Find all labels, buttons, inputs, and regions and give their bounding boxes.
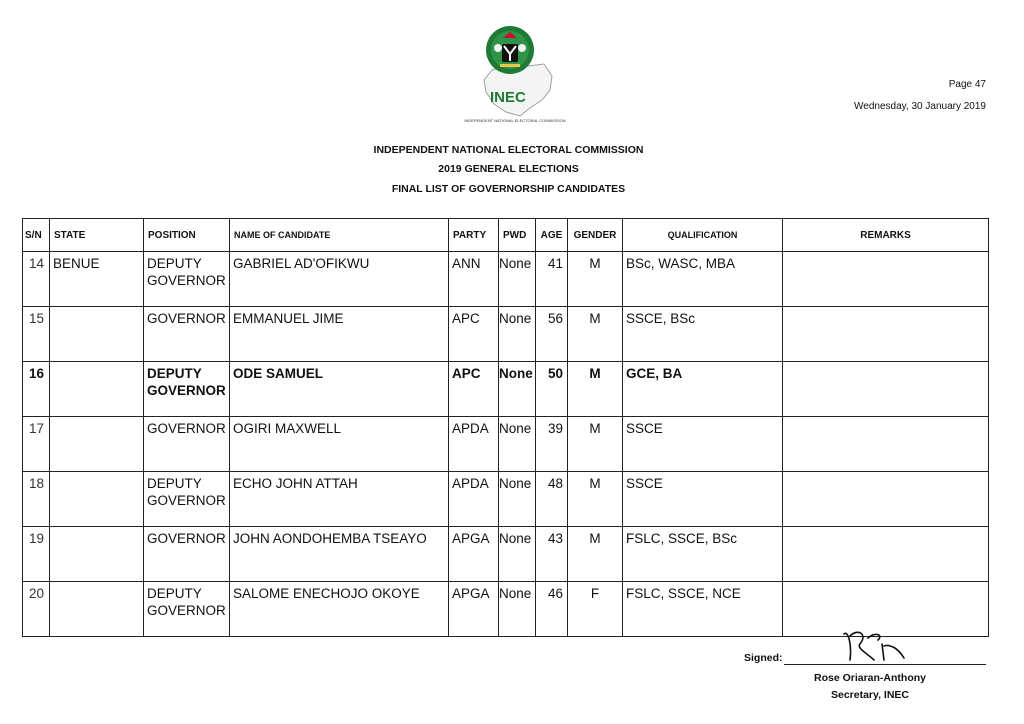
cell-state — [50, 417, 144, 472]
cell-age: 46 — [536, 582, 568, 637]
cell-position: DEPUTY GOVERNOR — [144, 472, 230, 527]
header-qualification: QUALIFICATION — [623, 219, 783, 252]
signature-block — [744, 622, 1004, 722]
header-position: POSITION — [144, 219, 230, 252]
header-age: AGE — [536, 219, 568, 252]
logo-text: INEC — [490, 89, 526, 106]
cell-pwd: None — [499, 252, 536, 307]
cell-sn: 16 — [23, 362, 50, 417]
cell-name: GABRIEL AD'OFIKWU — [230, 252, 449, 307]
cell-age: 50 — [536, 362, 568, 417]
cell-qualification: SSCE, BSc — [623, 307, 783, 362]
cell-name: ECHO JOHN ATTAH — [230, 472, 449, 527]
header-remarks: REMARKS — [783, 219, 989, 252]
cell-pwd: None — [499, 527, 536, 582]
table-row — [23, 417, 989, 472]
cell-gender: M — [568, 472, 623, 527]
handwritten-signature — [838, 624, 908, 668]
table-row — [23, 472, 989, 527]
cell-gender: F — [568, 582, 623, 637]
cell-name: JOHN AONDOHEMBA TSEAYO — [230, 527, 449, 582]
table-row — [23, 252, 989, 307]
cell-position: GOVERNOR — [144, 527, 230, 582]
cell-remarks — [783, 362, 989, 417]
cell-qualification: GCE, BA — [623, 362, 783, 417]
header-party: PARTY — [449, 219, 499, 252]
cell-party: APC — [449, 362, 499, 417]
header-sn: S/N — [23, 219, 50, 252]
cell-state — [50, 582, 144, 637]
table-header-row — [23, 219, 989, 252]
cell-age: 41 — [536, 252, 568, 307]
cell-age: 39 — [536, 417, 568, 472]
cell-age: 56 — [536, 307, 568, 362]
cell-pwd: None — [499, 417, 536, 472]
cell-age: 48 — [536, 472, 568, 527]
cell-remarks — [783, 472, 989, 527]
cell-state — [50, 362, 144, 417]
cell-party: APDA — [449, 472, 499, 527]
title-elections: 2019 GENERAL ELECTIONS — [438, 163, 579, 175]
cell-position: DEPUTY GOVERNOR — [144, 362, 230, 417]
cell-sn: 17 — [23, 417, 50, 472]
cell-position: DEPUTY GOVERNOR — [144, 582, 230, 637]
cell-gender: M — [568, 362, 623, 417]
cell-state — [50, 472, 144, 527]
cell-qualification: FSLC, SSCE, BSc — [623, 527, 783, 582]
cell-pwd: None — [499, 582, 536, 637]
cell-position: GOVERNOR — [144, 417, 230, 472]
document-titles — [0, 142, 1017, 200]
cell-sn: 14 — [23, 252, 50, 307]
signature-line — [784, 664, 986, 665]
logo-subtext: INDEPENDENT NATIONAL ELECTORAL COMMISSION — [464, 118, 566, 123]
header-name: NAME OF CANDIDATE — [230, 219, 449, 252]
cell-party: APC — [449, 307, 499, 362]
header-pwd: PWD — [499, 219, 536, 252]
cell-party: ANN — [449, 252, 499, 307]
cell-remarks — [783, 417, 989, 472]
cell-party: APDA — [449, 417, 499, 472]
cell-position: GOVERNOR — [144, 307, 230, 362]
signatory — [744, 670, 996, 704]
signed-label: Signed: — [744, 652, 783, 664]
title-commission: INDEPENDENT NATIONAL ELECTORAL COMMISSION — [373, 144, 644, 156]
cell-state — [50, 307, 144, 362]
cell-remarks — [783, 527, 989, 582]
cell-name: EMMANUEL JIME — [230, 307, 449, 362]
cell-state — [50, 527, 144, 582]
cell-position: DEPUTY GOVERNOR — [144, 252, 230, 307]
header-gender: GENDER — [568, 219, 623, 252]
cell-sn: 20 — [23, 582, 50, 637]
cell-qualification: FSLC, SSCE, NCE — [623, 582, 783, 637]
signatory-name: Rose Oriaran-Anthony — [813, 672, 926, 684]
cell-qualification: BSc, WASC, MBA — [623, 252, 783, 307]
cell-remarks — [783, 307, 989, 362]
cell-sn: 19 — [23, 527, 50, 582]
cell-name: SALOME ENECHOJO OKOYE — [230, 582, 449, 637]
cell-pwd: None — [499, 472, 536, 527]
table-row — [23, 307, 989, 362]
cell-state: BENUE — [50, 252, 144, 307]
cell-pwd: None — [499, 362, 536, 417]
print-date: Wednesday, 30 January 2019 — [854, 101, 986, 112]
inec-logo — [464, 24, 566, 140]
cell-gender: M — [568, 252, 623, 307]
title-list: FINAL LIST OF GOVERNORSHIP CANDIDATES — [391, 183, 626, 195]
cell-sn: 18 — [23, 472, 50, 527]
cell-qualification: SSCE — [623, 472, 783, 527]
cell-gender: M — [568, 527, 623, 582]
header-state: STATE — [50, 219, 144, 252]
cell-party: APGA — [449, 582, 499, 637]
cell-gender: M — [568, 417, 623, 472]
cell-name: OGIRI MAXWELL — [230, 417, 449, 472]
cell-gender: M — [568, 307, 623, 362]
cell-age: 43 — [536, 527, 568, 582]
table-row — [23, 527, 989, 582]
cell-remarks — [783, 252, 989, 307]
cell-sn: 15 — [23, 307, 50, 362]
table-row — [23, 362, 989, 417]
cell-qualification: SSCE — [623, 417, 783, 472]
cell-name: ODE SAMUEL — [230, 362, 449, 417]
cell-party: APGA — [449, 527, 499, 582]
candidates-table — [22, 218, 989, 637]
signatory-title: Secretary, INEC — [830, 689, 909, 701]
page-number: Page 47 — [948, 79, 986, 90]
page-meta — [854, 74, 986, 118]
cell-pwd: None — [499, 307, 536, 362]
